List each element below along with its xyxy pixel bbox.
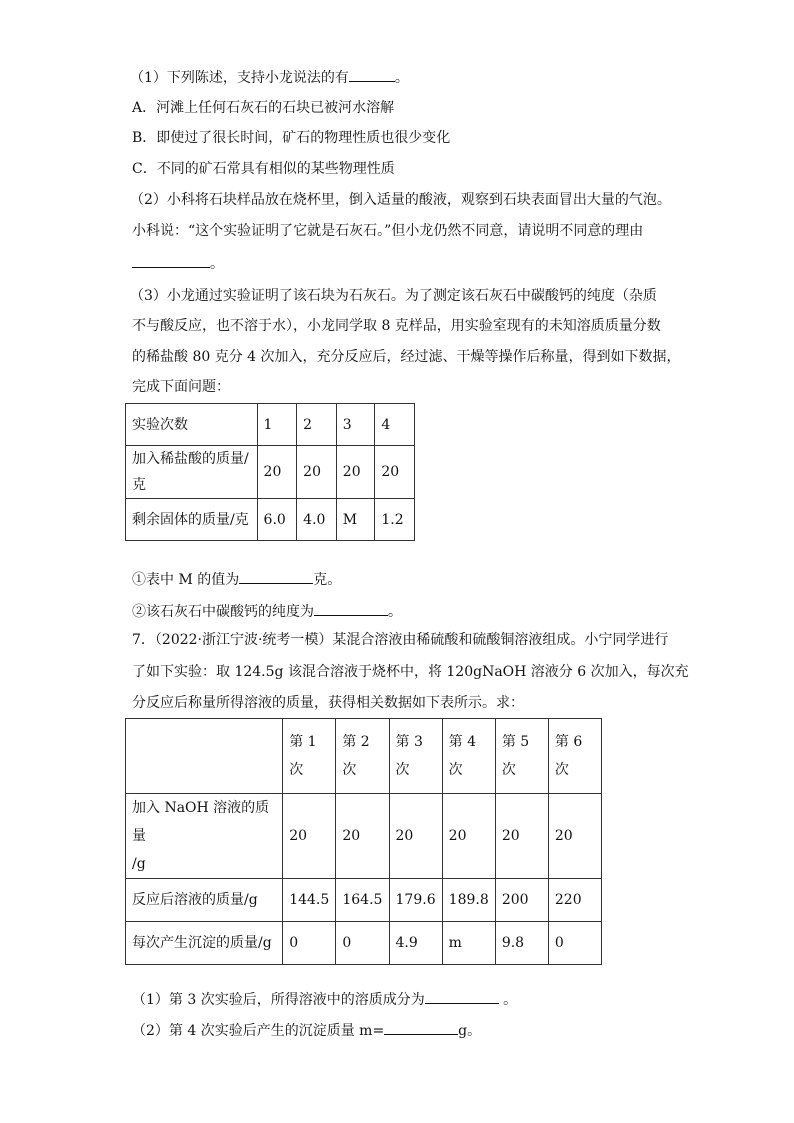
table-cell: 反应后溶液的质量/g	[126, 879, 283, 922]
table-header-row	[126, 719, 602, 794]
table-cell: 144.5	[283, 879, 336, 922]
q6-sub2-end: 。	[388, 604, 402, 620]
table-header-cell: 第 6 次	[548, 719, 601, 794]
table-row	[126, 879, 602, 922]
table-row	[126, 446, 415, 499]
table-header-cell: 第 1 次	[283, 719, 336, 794]
option-a: A．河滩上任何石灰石的石块已被河水溶解	[132, 100, 395, 116]
table-cell: 20	[297, 446, 337, 499]
q6-sub1-end: 克。	[313, 572, 342, 588]
experiment-table-1	[125, 403, 415, 541]
table-row	[126, 404, 415, 446]
table-cell: 20	[495, 794, 548, 879]
table-cell: 3	[336, 404, 375, 446]
table-row	[126, 922, 602, 965]
table-cell: 每次产生沉淀的质量/g	[126, 922, 283, 965]
table-cell: 9.8	[495, 922, 548, 965]
q7-sub1-text: （1）第 3 次实验后，所得溶液中的溶质成分为	[132, 992, 425, 1008]
table-header-cell: 第 3 次	[389, 719, 442, 794]
table-cell: 20	[336, 794, 389, 879]
table-cell: 加入 NaOH 溶液的质量 /g	[126, 794, 283, 879]
table-cell: 6.0	[257, 499, 297, 541]
q7-sub1	[132, 988, 517, 1010]
table-cell: 20	[442, 794, 495, 879]
q6-sub2-text: ②该石灰石中碳酸钙的纯度为	[132, 604, 314, 620]
q6-part3-line3: 的稀盐酸 80 克分 4 次加入，充分反应后，经过滤、干燥等操作后称量，得到如下数据，	[132, 349, 681, 365]
table-cell: 179.6	[389, 879, 442, 922]
answer-blank[interactable]	[239, 568, 313, 584]
q6-sub1	[132, 568, 341, 590]
table-cell: 20	[283, 794, 336, 879]
table-header-cell: 第 4 次	[442, 719, 495, 794]
table2-body	[126, 719, 602, 965]
table-cell: 4.9	[389, 922, 442, 965]
table-cell: 20	[389, 794, 442, 879]
q6-part2-line1: （2）小科将石块样品放在烧杯里，倒入适量的酸液，观察到石块表面冒出大量的气泡。	[130, 192, 671, 208]
table-cell: 0	[283, 922, 336, 965]
answer-blank[interactable]	[314, 600, 388, 616]
table-cell: 164.5	[336, 879, 389, 922]
q7-line3: 分反应后称量所得溶液的质量，获得相关数据如下表所示。求：	[132, 695, 524, 711]
table-cell: 200	[495, 879, 548, 922]
q6-sub1-text: ①表中 M 的值为	[132, 572, 240, 588]
q6-part1	[130, 66, 409, 88]
table-cell: 220	[548, 879, 601, 922]
experiment-table-2	[125, 718, 602, 965]
q6-part3-line4: 完成下面问题：	[132, 379, 230, 395]
q6-part1-end: 。	[394, 70, 409, 86]
q6-sub2	[132, 600, 402, 622]
q6-part1-text: （1）下列陈述，支持小龙说法的有	[130, 70, 349, 86]
answer-blank[interactable]	[132, 252, 210, 268]
table-cell: 2	[297, 404, 337, 446]
table-cell: 1.2	[375, 499, 415, 541]
q7-sub1-end: 。	[498, 992, 518, 1008]
q7-sub2-end: g。	[458, 1023, 482, 1039]
option-b: B．即使过了很长时间，矿石的物理性质也很少变化	[132, 130, 451, 146]
q6-part3-line2: 不与酸反应，也不溶于水），小龙同学取 8 克样品，用实验室现有的未知溶质质量分数	[132, 318, 661, 334]
q6-part2-end: 。	[210, 256, 224, 272]
table-cell: 4	[375, 404, 415, 446]
table1-body	[126, 404, 415, 541]
table-cell: 20	[257, 446, 297, 499]
table-cell: 0	[548, 922, 601, 965]
table-cell: 189.8	[442, 879, 495, 922]
table-cell: 实验次数	[126, 404, 258, 446]
answer-blank[interactable]	[384, 1019, 458, 1035]
q7-line1: 7．（2022·浙江宁波·统考一模）某混合溶液由稀硫酸和硫酸铜溶液组成。小宁同学进行	[132, 632, 669, 648]
q7-sub2-text: （2）第 4 次实验后产生的沉淀质量 m=	[132, 1023, 385, 1039]
table-row	[126, 794, 602, 879]
table-row	[126, 499, 415, 541]
table-header-cell: 第 5 次	[495, 719, 548, 794]
q6-part2-line2: 小科说：“这个实验证明了它就是石灰石。”但小龙仍然不同意，请说明不同意的理由	[132, 223, 644, 239]
table-header-cell	[126, 719, 283, 794]
q6-part3-line1: （3）小龙通过实验证明了该石块为石灰石。为了测定该石灰石中碳酸钙的纯度（杂质	[130, 288, 657, 304]
table-cell: 0	[336, 922, 389, 965]
option-c: C．不同的矿石常具有相似的某些物理性质	[132, 161, 395, 177]
table-cell: 20	[336, 446, 375, 499]
q6-part2-line3	[132, 252, 224, 274]
table-cell: m	[442, 922, 495, 965]
q7-line2: 了如下实验：取 124.5g 该混合溶液于烧杯中，将 120gNaOH 溶液分 6 次加入，每次充	[132, 664, 689, 680]
answer-blank[interactable]	[349, 66, 395, 82]
table-cell: 加入稀盐酸的质量/克	[126, 446, 258, 499]
answer-blank[interactable]	[425, 988, 499, 1004]
table-header-cell: 第 2 次	[336, 719, 389, 794]
table-cell: 1	[257, 404, 297, 446]
table-cell: 20	[548, 794, 601, 879]
q7-sub2	[132, 1019, 481, 1041]
table-cell: M	[336, 499, 375, 541]
table-cell: 剩余固体的质量/克	[126, 499, 258, 541]
table-cell: 20	[375, 446, 415, 499]
table-cell: 4.0	[297, 499, 337, 541]
